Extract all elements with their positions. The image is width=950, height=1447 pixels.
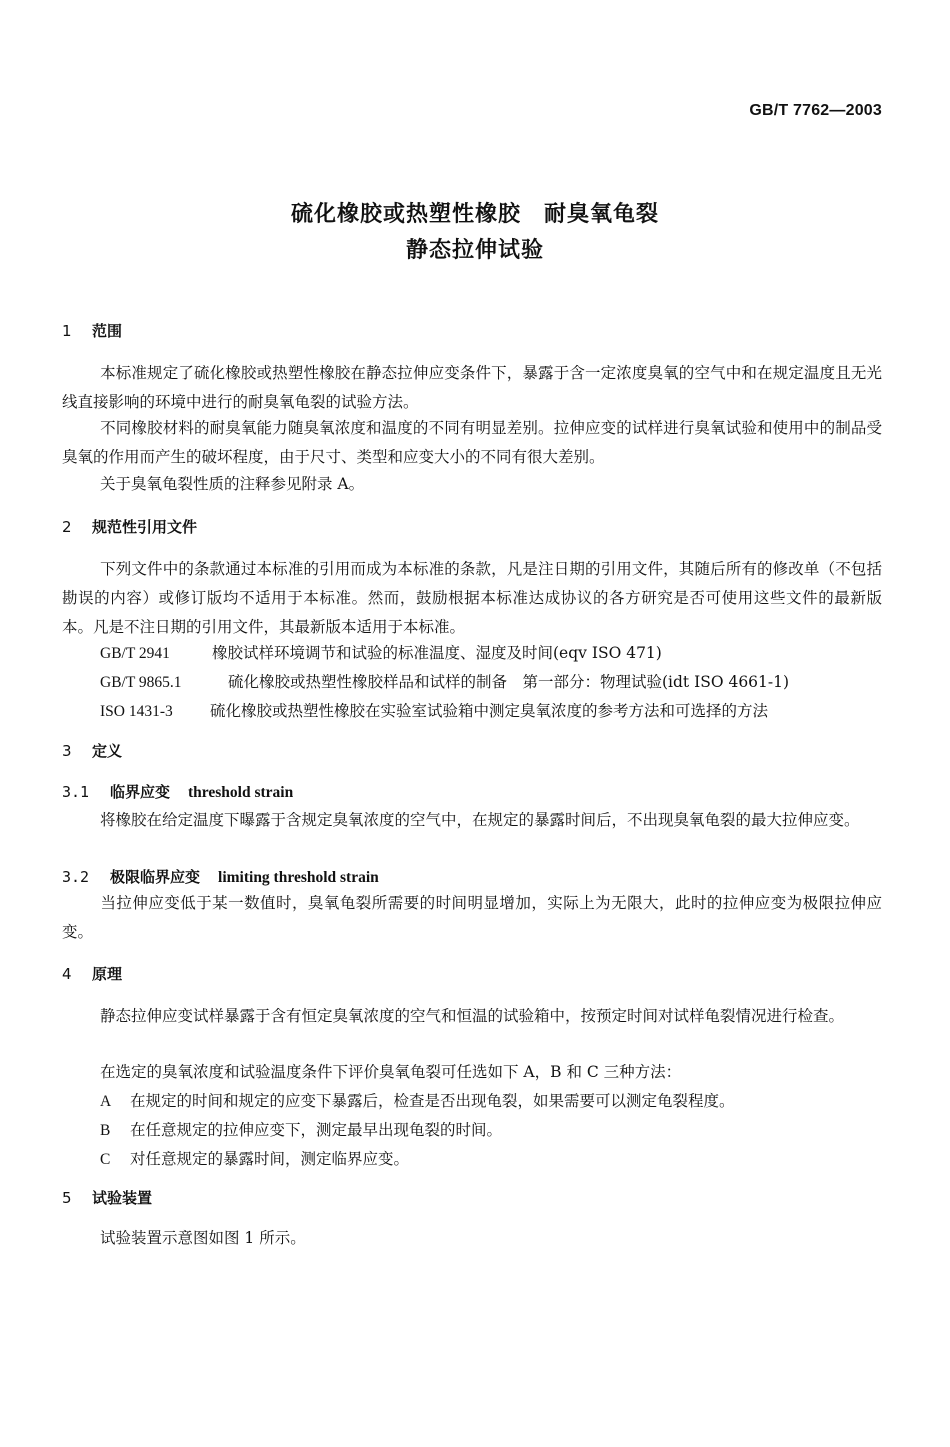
section-4-paragraph-2: 在选定的臭氧浓度和试验温度条件下评价臭氧龟裂可任选如下 A，B 和 C 三种方法： [100, 1063, 682, 1081]
reference-item [100, 641, 662, 663]
definition-3-1-heading [62, 781, 293, 802]
section-5-heading [62, 1187, 152, 1208]
section-4-heading [62, 963, 122, 984]
method-item [100, 1118, 502, 1140]
reference-code: GB/T 2941 [100, 645, 170, 662]
method-letter: B [100, 1122, 111, 1139]
definition-term-english: threshold strain [188, 784, 294, 801]
standard-number: GB/T 7762—2003 [749, 102, 882, 119]
section-4-paragraph-1: 静态拉伸应变试样暴露于含有恒定臭氧浓度的空气和恒温的试验箱中，按预定时间对试样龟裂情况进行检查。 [100, 1007, 845, 1025]
section-3-heading [62, 740, 122, 761]
section-number: 2 [62, 518, 72, 536]
section-number: 4 [62, 965, 72, 983]
reference-code: GB/T 9865.1 [100, 674, 182, 691]
definition-3-2-heading [62, 866, 379, 887]
method-item [100, 1089, 735, 1111]
definition-3-1-text: 将橡胶在给定温度下曝露于含规定臭氧浓度的空气中，在规定的暴露时间后，不出现臭氧龟裂的最大拉伸应变。 [100, 811, 860, 829]
reference-item [100, 699, 768, 721]
section-title: 规范性引用文件 [92, 518, 198, 536]
section-1-paragraph-1: 本标准规定了硫化橡胶或热塑性橡胶在静态拉伸应变条件下，暴露于含一定浓度臭氧的空气中和在规定温度且无光线直接影响的环境中进行的耐臭氧龟裂的试验方法。 [62, 364, 882, 411]
section-5-paragraph-1: 试验装置示意图如图 1 所示。 [100, 1229, 306, 1247]
definition-number: 3.1 [62, 783, 90, 801]
definition-term: 临界应变 [110, 783, 171, 801]
method-letter: C [100, 1151, 111, 1168]
section-number: 3 [62, 742, 72, 760]
section-title: 范围 [92, 322, 123, 340]
section-title: 试验装置 [92, 1189, 153, 1207]
section-number: 1 [62, 322, 72, 340]
method-item [100, 1147, 409, 1169]
method-text: 对任意规定的暴露时间，测定临界应变。 [130, 1150, 410, 1168]
section-number: 5 [62, 1189, 72, 1207]
reference-title: 硫化橡胶或热塑性橡胶样品和试样的制备 第一部分：物理试验(idt ISO 4661-1) [228, 673, 790, 691]
reference-title: 硫化橡胶或热塑性橡胶在实验室试验箱中测定臭氧浓度的参考方法和可选择的方法 [210, 702, 769, 720]
section-2-heading [62, 516, 197, 537]
document-title-line1: 硫化橡胶或热塑性橡胶 耐臭氧龟裂 [290, 202, 659, 227]
reference-item [100, 670, 789, 692]
method-text: 在任意规定的拉伸应变下，测定最早出现龟裂的时间。 [130, 1121, 503, 1139]
definition-number: 3.2 [62, 868, 90, 886]
definition-term: 极限临界应变 [110, 868, 201, 886]
reference-title: 橡胶试样环境调节和试验的标准温度、湿度及时间(eqv ISO 471) [212, 644, 662, 662]
section-title: 定义 [92, 742, 123, 760]
definition-3-2-text: 当拉伸应变低于某一数值时，臭氧龟裂所需要的时间明显增加，实际上为无限大，此时的拉伸应变为极限拉伸应变。 [62, 894, 882, 941]
definition-term-english: limiting threshold strain [218, 869, 379, 886]
section-2-paragraph-1: 下列文件中的条款通过本标准的引用而成为本标准的条款，凡是注日期的引用文件，其随后所有的修改单（不包括勘误的内容）或修订版均不适用于本标准。然而，鼓励根据本标准达成协议的各方研究是否可使用这些文件的最新版本。凡是不注日期的引用文件，其最新版本适用于本标准。 [62, 560, 882, 636]
section-1-paragraph-3: 关于臭氧龟裂性质的注释参见附录 A。 [100, 475, 365, 493]
method-letter: A [100, 1093, 112, 1110]
method-text: 在规定的时间和规定的应变下暴露后，检查是否出现龟裂，如果需要可以测定龟裂程度。 [130, 1092, 735, 1110]
reference-code: ISO 1431-3 [100, 703, 173, 720]
section-1-heading [62, 320, 122, 341]
section-title: 原理 [92, 965, 123, 983]
document-title-line2: 静态拉伸试验 [405, 238, 544, 263]
section-1-paragraph-2: 不同橡胶材料的耐臭氧能力随臭氧浓度和温度的不同有明显差别。拉伸应变的试样进行臭氧试验和使用中的制品受臭氧的作用而产生的破坏程度，由于尺寸、类型和应变大小的不同有很大差别。 [62, 419, 882, 466]
